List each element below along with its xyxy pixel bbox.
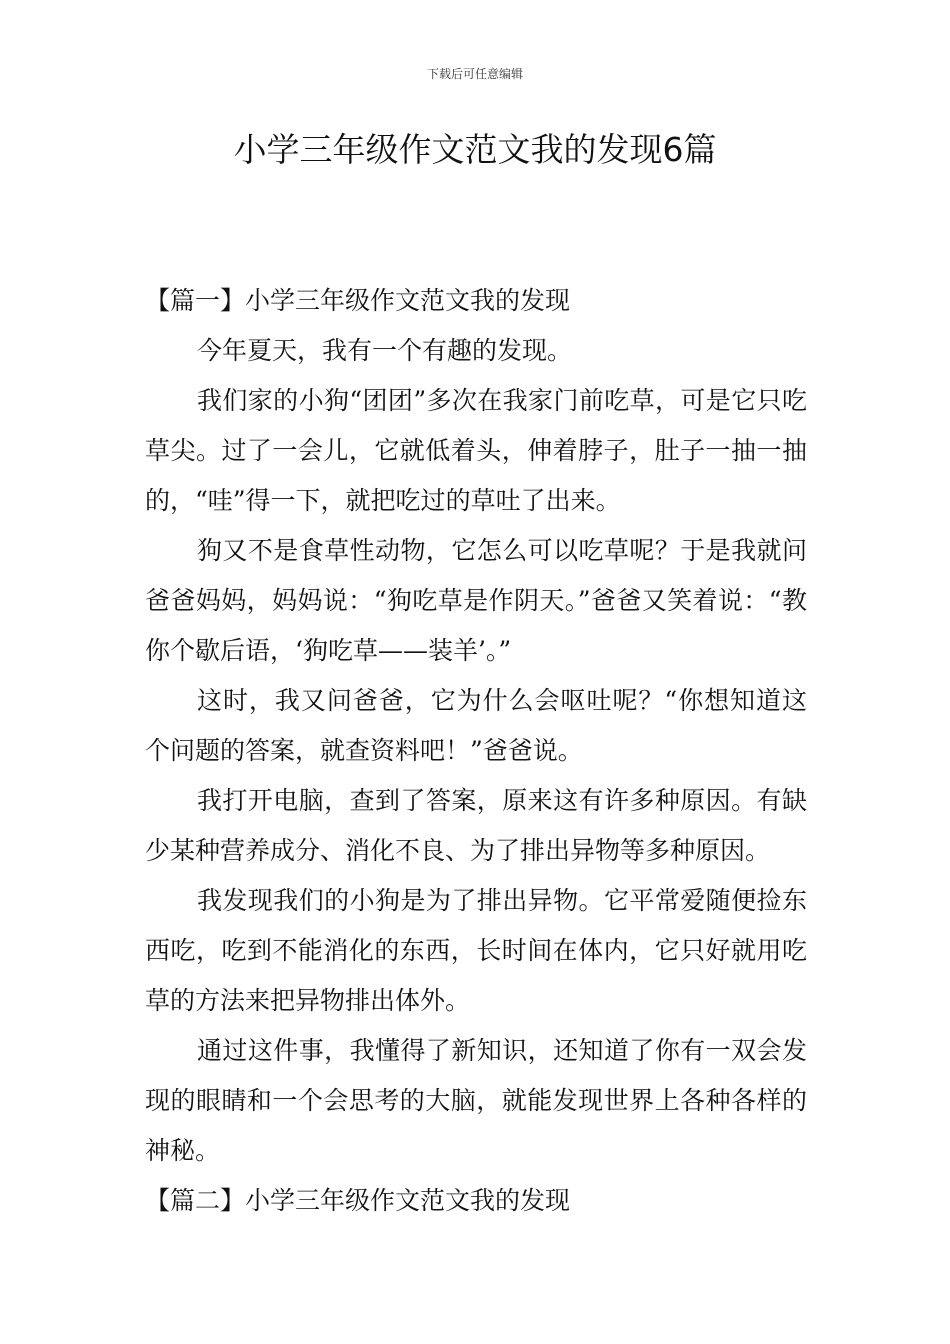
section-heading: 【篇二】小学三年级作文范文我的发现	[145, 1186, 571, 1215]
paragraph: 狗又不是食草性动物，它怎么可以吃草呢？于是我就问爸爸妈妈，妈妈说：“狗吃草是作阴天。”爸爸又笑着说：“教你个歇后语，‘狗吃草——装羊’。”	[145, 536, 807, 665]
paragraph: 通过这件事，我懂得了新知识，还知道了你有一双会发现的眼睛和一个会思考的大脑，就能发现世界上各种各样的神秘。	[145, 1036, 807, 1165]
paragraph: 今年夏天，我有一个有趣的发现。	[197, 336, 573, 365]
section-1	[145, 276, 807, 1176]
document-body	[145, 276, 807, 1226]
paragraph: 我发现我们的小狗是为了排出异物。它平常爱随便捡东西吃，吃到不能消化的东西，长时间在体内，它只好就用吃草的方法来把异物排出体外。	[145, 886, 807, 1015]
paragraph: 这时，我又问爸爸，它为什么会呕吐呢？“你想知道这个问题的答案，就查资料吧！”爸爸说。	[145, 686, 807, 765]
section-2	[145, 1176, 807, 1226]
section-heading: 【篇一】小学三年级作文范文我的发现	[145, 286, 571, 315]
page-header-note: 下载后可任意编辑	[426, 67, 523, 81]
paragraph: 我们家的小狗“团团”多次在我家门前吃草，可是它只吃草尖。过了一会儿，它就低着头，伸着脖子，肚子一抽一抽的，“哇”得一下，就把吃过的草吐了出来。	[145, 386, 807, 515]
paragraph: 我打开电脑，查到了答案，原来这有许多种原因。有缺少某种营养成分、消化不良、为了排出异物等多种原因。	[145, 786, 807, 865]
document-title: 小学三年级作文范文我的发现6篇	[233, 130, 717, 169]
